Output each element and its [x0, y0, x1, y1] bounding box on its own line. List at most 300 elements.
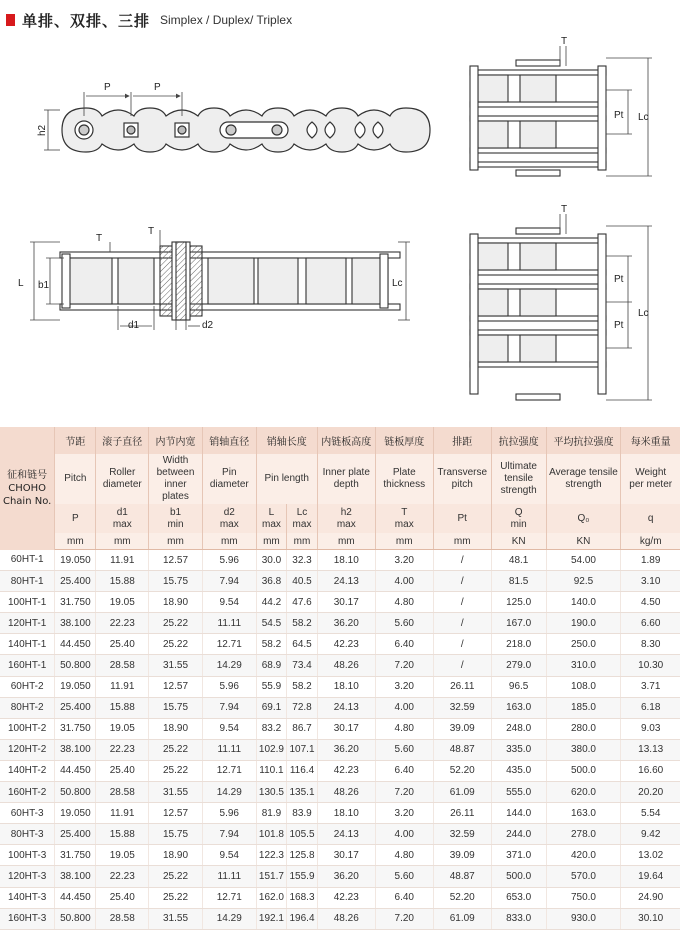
cell-line: max	[336, 518, 356, 530]
table-cell: 28.58	[96, 782, 149, 803]
table-cell: /	[433, 634, 491, 655]
table-cell: 28.58	[96, 655, 149, 676]
column-header-symbol	[287, 504, 318, 533]
table-cell: 55.9	[256, 676, 287, 697]
table-cell: 25.400	[55, 824, 96, 845]
table-row	[0, 718, 680, 739]
table-row	[0, 550, 680, 571]
table-cell: 25.400	[55, 571, 96, 592]
column-header-en	[491, 454, 546, 504]
cell-line: max	[394, 518, 414, 530]
table-cell: /	[433, 592, 491, 613]
table-cell: 32.59	[433, 824, 491, 845]
pt-label-triplex-1: Pt	[614, 274, 624, 285]
table-cell: 9.54	[202, 845, 256, 866]
cell-line: d1	[116, 506, 128, 518]
table-cell: 278.0	[546, 824, 621, 845]
table-cell: 140.0	[546, 592, 621, 613]
cell-line: T	[401, 506, 408, 518]
table-cell: 61.09	[433, 782, 491, 803]
column-header-unit: mm	[202, 533, 256, 550]
table-cell: 14.29	[202, 908, 256, 929]
cell-line: Plate	[392, 467, 416, 478]
column-header-symbol	[96, 504, 149, 533]
table-cell: 40.5	[287, 571, 318, 592]
table-cell: 192.1	[256, 908, 287, 929]
table-cell: 555.0	[491, 782, 546, 803]
cell-line: Chain No.	[2, 495, 52, 507]
table-cell: 11.91	[96, 676, 149, 697]
table-cell: 44.450	[55, 634, 96, 655]
table-cell: 19.05	[96, 845, 149, 866]
table-cell: 5.96	[202, 676, 256, 697]
cell-line: Ultimate	[500, 461, 537, 472]
column-header-unit: KN	[491, 533, 546, 550]
table-cell: 18.10	[317, 676, 375, 697]
column-header-en	[621, 454, 680, 504]
table-cell: 15.75	[149, 571, 203, 592]
cell-line: Pin length	[264, 473, 309, 484]
table-cell: 19.64	[621, 866, 680, 887]
cell-line: max	[219, 518, 239, 530]
lc-label-top-view: Lc	[392, 278, 403, 289]
table-cell: 30.17	[317, 592, 375, 613]
table-cell: 83.2	[256, 718, 287, 739]
b1-label: b1	[38, 280, 50, 291]
table-cell: 4.00	[375, 697, 433, 718]
table-cell: 371.0	[491, 845, 546, 866]
cell-line: 征和链号	[7, 469, 48, 481]
column-header-symbol	[256, 504, 287, 533]
column-header-cn: 平均抗拉强度	[546, 427, 621, 454]
table-cell: 44.450	[55, 760, 96, 781]
cell-line: min	[510, 518, 527, 530]
red-square-icon	[6, 14, 15, 26]
cell-line: min	[167, 518, 184, 530]
table-cell: 105.5	[287, 824, 318, 845]
cell-line: strength	[565, 479, 602, 490]
chain-side-view	[62, 108, 430, 152]
table-cell: 44.450	[55, 887, 96, 908]
chain-drawings	[0, 30, 680, 426]
column-header-symbol	[375, 504, 433, 533]
column-header-cn: 排距	[433, 427, 491, 454]
table-cell: 5.96	[202, 550, 256, 571]
table-cell: 14.29	[202, 782, 256, 803]
table-row	[0, 866, 680, 887]
table-cell: 12.57	[149, 676, 203, 697]
table-cell: 102.9	[256, 739, 287, 760]
table-cell: 48.26	[317, 782, 375, 803]
table-cell: 38.100	[55, 613, 96, 634]
table-cell: 250.0	[546, 634, 621, 655]
table-cell: 32.59	[433, 697, 491, 718]
table-cell: 31.55	[149, 655, 203, 676]
table-cell: 18.90	[149, 592, 203, 613]
chain-number-cell: 160HT-2	[0, 782, 55, 803]
table-cell: 50.800	[55, 908, 96, 929]
table-cell: 6.40	[375, 760, 433, 781]
table-cell: 10.30	[621, 655, 680, 676]
table-cell: 12.71	[202, 634, 256, 655]
table-cell: 31.750	[55, 592, 96, 613]
column-header-unit: mm	[317, 533, 375, 550]
chain-number-cell: 80HT-2	[0, 697, 55, 718]
lc-label-triplex: Lc	[638, 308, 649, 319]
table-cell: 4.80	[375, 592, 433, 613]
table-cell: 15.88	[96, 571, 149, 592]
table-cell: 7.20	[375, 655, 433, 676]
spec-table-head	[0, 427, 680, 550]
table-cell: 19.050	[55, 676, 96, 697]
column-header-en	[149, 454, 203, 504]
cell-line: strength	[500, 485, 537, 496]
table-cell: 101.8	[256, 824, 287, 845]
table-cell: 6.40	[375, 887, 433, 908]
column-header-cn: 链板厚度	[375, 427, 433, 454]
cell-line: thickness	[383, 479, 426, 490]
table-cell: 25.22	[149, 887, 203, 908]
table-cell: 11.11	[202, 739, 256, 760]
table-cell: 3.71	[621, 676, 680, 697]
table-cell: 25.400	[55, 697, 96, 718]
table-cell: 72.8	[287, 697, 318, 718]
table-cell: 25.22	[149, 613, 203, 634]
cell-line: Pin	[222, 467, 237, 478]
table-cell: 420.0	[546, 845, 621, 866]
table-row	[0, 739, 680, 760]
table-row	[0, 655, 680, 676]
table-cell: 9.42	[621, 824, 680, 845]
table-cell: 69.1	[256, 697, 287, 718]
table-cell: 122.3	[256, 845, 287, 866]
table-cell: 12.71	[202, 887, 256, 908]
table-cell: 500.0	[546, 760, 621, 781]
column-header-symbol	[55, 504, 96, 533]
table-row	[0, 613, 680, 634]
table-row	[0, 571, 680, 592]
column-header-cn: 内节内宽	[149, 427, 203, 454]
table-cell: 310.0	[546, 655, 621, 676]
cell-line: Average tensile	[549, 467, 618, 478]
chain-number-cell: 100HT-3	[0, 845, 55, 866]
table-cell: 48.26	[317, 655, 375, 676]
cell-line: Transverse	[437, 467, 488, 478]
table-cell: 110.1	[256, 760, 287, 781]
column-header-en	[202, 454, 256, 504]
table-cell: 11.91	[96, 550, 149, 571]
table-cell: 9.54	[202, 718, 256, 739]
table-cell: 833.0	[491, 908, 546, 929]
column-header-en	[546, 454, 621, 504]
table-cell: /	[433, 571, 491, 592]
table-cell: 12.71	[202, 760, 256, 781]
t-label-top-view-2: T	[148, 226, 155, 237]
table-cell: 108.0	[546, 676, 621, 697]
cell-line: plates	[162, 491, 189, 502]
table-cell: 162.0	[256, 887, 287, 908]
column-header-en	[96, 454, 149, 504]
table-cell: 25.22	[149, 760, 203, 781]
table-cell: 42.23	[317, 887, 375, 908]
table-cell: 125.0	[491, 592, 546, 613]
column-header-unit: kg/m	[621, 533, 680, 550]
column-header-en	[375, 454, 433, 504]
table-cell: 168.3	[287, 887, 318, 908]
table-cell: 7.94	[202, 571, 256, 592]
table-cell: 44.2	[256, 592, 287, 613]
table-cell: 6.18	[621, 697, 680, 718]
table-cell: 18.90	[149, 718, 203, 739]
table-cell: 15.75	[149, 824, 203, 845]
cell-line: between	[156, 467, 195, 478]
table-cell: 5.60	[375, 613, 433, 634]
spec-table-body	[0, 550, 680, 930]
table-cell: 5.96	[202, 803, 256, 824]
table-cell: 620.0	[546, 782, 621, 803]
table-cell: 25.40	[96, 760, 149, 781]
table-cell: 185.0	[546, 697, 621, 718]
chain-number-cell: 100HT-1	[0, 592, 55, 613]
column-header-unit: KN	[546, 533, 621, 550]
cell-line: P	[72, 512, 79, 524]
column-header-en	[317, 454, 375, 504]
cell-line: depth	[333, 479, 359, 490]
table-cell: 58.2	[287, 676, 318, 697]
table-cell: 244.0	[491, 824, 546, 845]
table-cell: 61.09	[433, 908, 491, 929]
spec-table	[0, 427, 680, 930]
cell-line: Q	[514, 506, 523, 518]
cell-line: Lc	[296, 506, 308, 518]
table-cell: 107.1	[287, 739, 318, 760]
cell-line: Roller	[109, 467, 136, 478]
d2-label: d2	[202, 320, 214, 331]
table-cell: 7.20	[375, 782, 433, 803]
table-cell: 26.11	[433, 676, 491, 697]
table-cell: 196.4	[287, 908, 318, 929]
chain-number-cell: 140HT-2	[0, 760, 55, 781]
table-cell: 12.57	[149, 803, 203, 824]
d1-label: d1	[128, 320, 140, 331]
table-cell: 25.22	[149, 866, 203, 887]
table-cell: 4.00	[375, 571, 433, 592]
table-cell: 31.750	[55, 718, 96, 739]
table-cell: 144.0	[491, 803, 546, 824]
table-cell: 15.75	[149, 697, 203, 718]
table-cell: 248.0	[491, 718, 546, 739]
table-cell: 81.9	[256, 803, 287, 824]
pitch-label-1: P	[104, 82, 111, 93]
table-cell: 52.20	[433, 760, 491, 781]
column-header-symbol	[621, 504, 680, 533]
column-header-symbol	[546, 504, 621, 533]
table-row	[0, 887, 680, 908]
table-cell: 25.22	[149, 739, 203, 760]
chain-number-cell: 80HT-1	[0, 571, 55, 592]
title-english: Simplex / Duplex/ Triplex	[160, 13, 293, 27]
table-cell: 24.13	[317, 824, 375, 845]
table-cell: 24.90	[621, 887, 680, 908]
table-cell: 50.800	[55, 782, 96, 803]
table-cell: 15.88	[96, 697, 149, 718]
table-cell: 24.13	[317, 697, 375, 718]
l-label: L	[18, 278, 24, 289]
column-header-en	[55, 454, 96, 504]
table-cell: 155.9	[287, 866, 318, 887]
table-cell: 135.1	[287, 782, 318, 803]
table-cell: 50.800	[55, 655, 96, 676]
table-cell: 86.7	[287, 718, 318, 739]
table-cell: 13.13	[621, 739, 680, 760]
chain-number-cell: 140HT-3	[0, 887, 55, 908]
table-cell: 24.13	[317, 571, 375, 592]
table-cell: 151.7	[256, 866, 287, 887]
table-cell: 36.8	[256, 571, 287, 592]
table-cell: 48.26	[317, 908, 375, 929]
chain-number-cell: 160HT-1	[0, 655, 55, 676]
lc-label-duplex: Lc	[638, 112, 649, 123]
chain-number-cell: 60HT-2	[0, 676, 55, 697]
table-cell: 570.0	[546, 866, 621, 887]
chain-top-view	[60, 242, 400, 320]
column-header-symbol	[202, 504, 256, 533]
table-cell: 14.29	[202, 655, 256, 676]
cell-line: Width	[162, 455, 189, 466]
cell-line: d2	[223, 506, 235, 518]
column-header-symbol	[317, 504, 375, 533]
table-cell: 4.80	[375, 845, 433, 866]
column-header-symbol	[149, 504, 203, 533]
column-header-unit: mm	[55, 533, 96, 550]
table-cell: 3.20	[375, 676, 433, 697]
duplex-view	[470, 60, 606, 176]
table-cell: 36.20	[317, 613, 375, 634]
chain-number-cell: 80HT-3	[0, 824, 55, 845]
column-header-cn: 抗拉强度	[491, 427, 546, 454]
table-cell: 19.050	[55, 803, 96, 824]
cell-line: diameter	[102, 479, 142, 490]
column-header-cn: 节距	[55, 427, 96, 454]
cell-line: Inner plate	[322, 467, 370, 478]
t-label-top-view-1: T	[96, 233, 103, 244]
header-row-english	[0, 454, 680, 504]
table-cell: /	[433, 613, 491, 634]
h2-label: h2	[37, 124, 48, 136]
table-cell: 19.05	[96, 718, 149, 739]
table-cell: 58.2	[287, 613, 318, 634]
table-cell: 81.5	[491, 571, 546, 592]
table-cell: 38.100	[55, 739, 96, 760]
column-header-unit: mm	[96, 533, 149, 550]
table-cell: 6.40	[375, 634, 433, 655]
table-cell: 26.11	[433, 803, 491, 824]
table-cell: 335.0	[491, 739, 546, 760]
table-cell: 25.40	[96, 634, 149, 655]
table-cell: 7.20	[375, 908, 433, 929]
header-row-chinese	[0, 427, 680, 454]
column-header-cn: 销轴直径	[202, 427, 256, 454]
table-cell: 54.00	[546, 550, 621, 571]
table-cell: 42.23	[317, 634, 375, 655]
table-cell: 30.10	[621, 908, 680, 929]
column-header-unit: mm	[149, 533, 203, 550]
table-cell: 3.20	[375, 803, 433, 824]
table-row	[0, 697, 680, 718]
table-row	[0, 845, 680, 866]
table-row	[0, 782, 680, 803]
table-cell: 750.0	[546, 887, 621, 908]
table-cell: 58.2	[256, 634, 287, 655]
cell-line: Q₀	[577, 512, 590, 524]
table-cell: 25.40	[96, 887, 149, 908]
table-cell: 5.60	[375, 866, 433, 887]
table-row	[0, 760, 680, 781]
table-cell: 30.17	[317, 718, 375, 739]
table-cell: 116.4	[287, 760, 318, 781]
table-cell: 73.4	[287, 655, 318, 676]
table-cell: 5.54	[621, 803, 680, 824]
table-cell: 8.30	[621, 634, 680, 655]
table-cell: 19.05	[96, 592, 149, 613]
pt-label-triplex-2: Pt	[614, 320, 624, 331]
chain-number-cell: 100HT-2	[0, 718, 55, 739]
table-cell: 9.03	[621, 718, 680, 739]
title-chinese: 单排、双排、三排	[22, 11, 151, 30]
cell-line: diameter	[209, 479, 249, 490]
column-header-unit: mm	[433, 533, 491, 550]
table-cell: 31.55	[149, 908, 203, 929]
table-cell: 30.17	[317, 845, 375, 866]
t-label-triplex: T	[561, 204, 568, 215]
cell-line: b1	[169, 506, 182, 518]
triplex-view	[470, 228, 606, 400]
table-row	[0, 634, 680, 655]
table-cell: 3.20	[375, 550, 433, 571]
chain-number-cell: 120HT-1	[0, 613, 55, 634]
table-cell: 4.80	[375, 718, 433, 739]
table-cell: 18.10	[317, 550, 375, 571]
t-label-duplex: T	[561, 36, 568, 47]
table-cell: 6.60	[621, 613, 680, 634]
column-header-en	[256, 454, 317, 504]
table-cell: 163.0	[491, 697, 546, 718]
table-cell: 4.00	[375, 824, 433, 845]
table-cell: 22.23	[96, 866, 149, 887]
table-cell: 28.58	[96, 908, 149, 929]
table-cell: 52.20	[433, 887, 491, 908]
cell-line: CHOHO	[8, 482, 47, 494]
table-cell: 36.20	[317, 866, 375, 887]
cell-line: L	[268, 506, 275, 518]
column-header-en	[433, 454, 491, 504]
table-cell: 3.10	[621, 571, 680, 592]
table-cell: 500.0	[491, 866, 546, 887]
table-cell: 31.55	[149, 782, 203, 803]
chain-number-cell: 140HT-1	[0, 634, 55, 655]
table-cell: 39.09	[433, 845, 491, 866]
table-cell: 167.0	[491, 613, 546, 634]
table-cell: 9.54	[202, 592, 256, 613]
table-cell: 92.5	[546, 571, 621, 592]
model-column-header	[0, 427, 55, 550]
cell-line: max	[261, 518, 281, 530]
table-cell: 48.87	[433, 866, 491, 887]
column-header-symbol	[433, 504, 491, 533]
cell-line: inner	[164, 479, 187, 490]
table-cell: 20.20	[621, 782, 680, 803]
table-cell: 279.0	[491, 655, 546, 676]
